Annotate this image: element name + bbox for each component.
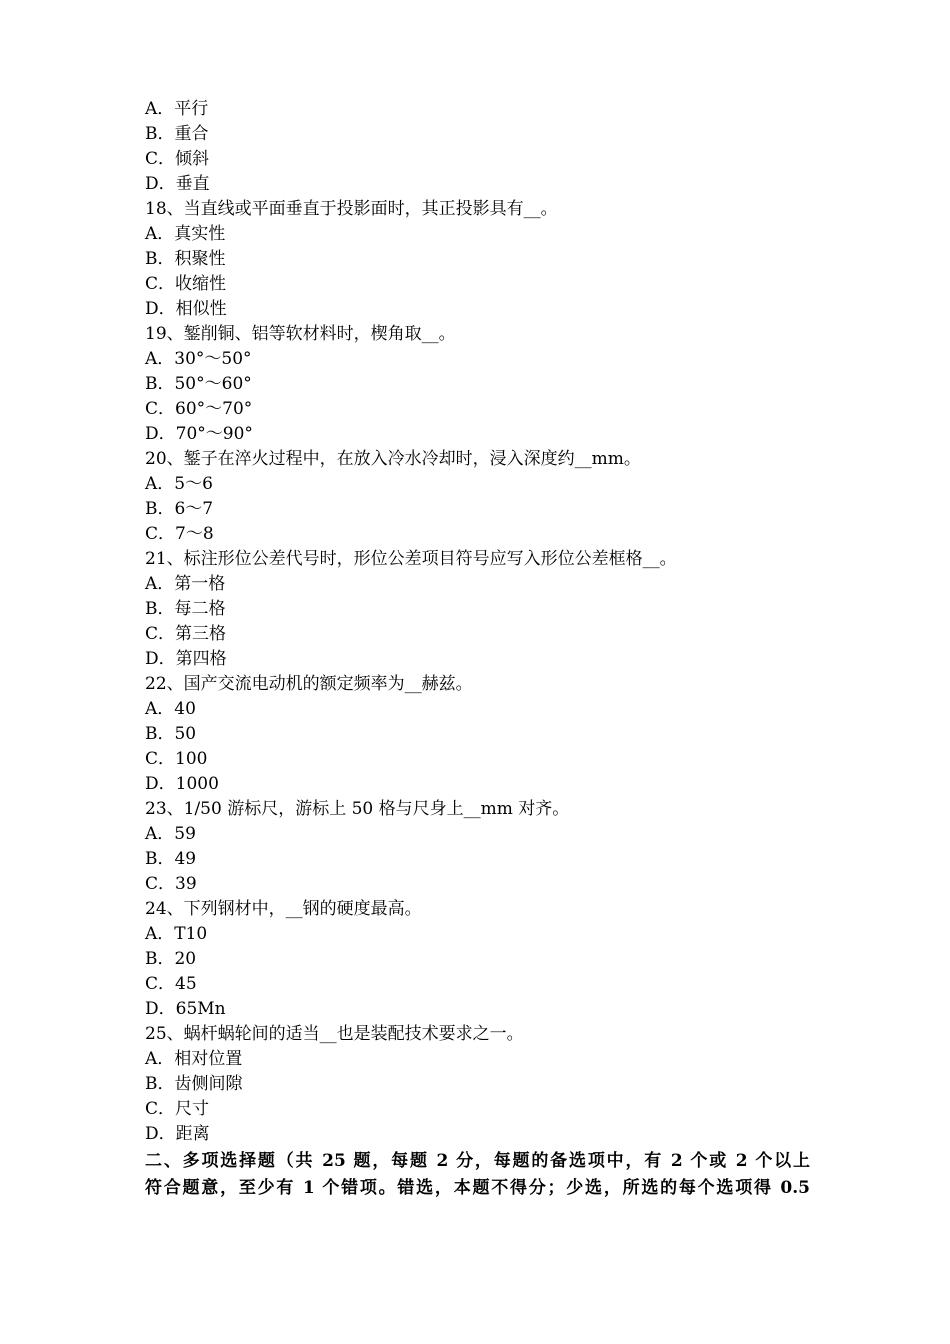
option-line: D．距离: [145, 1124, 210, 1144]
option-line: D．70°～90°: [145, 424, 253, 444]
option-line: B．积聚性: [145, 249, 226, 269]
option-line: D．1000: [145, 774, 219, 794]
question-19: 19、錾削铜、铝等软材料时，楔角取__。: [145, 324, 456, 344]
option-line: D．相似性: [145, 299, 227, 319]
question-20: 20、錾子在淬火过程中，在放入冷水冷却时，浸入深度约__mm。: [145, 449, 641, 469]
question-18: 18、当直线或平面垂直于投影面时，其正投影具有__。: [145, 199, 558, 219]
section-heading-line-1: 二、多项选择题（共 25 题，每题 2 分，每题的备选项中，有 2 个或 2 个以上: [145, 1151, 810, 1171]
option-line: A．平行: [145, 99, 209, 119]
option-line: A．30°～50°: [145, 349, 252, 369]
question-23: 23、1/50 游标尺，游标上 50 格与尺身上__mm 对齐。: [145, 799, 570, 819]
option-line: C．第三格: [145, 624, 227, 644]
option-line: B．6～7: [145, 499, 214, 519]
document-body: [145, 97, 810, 1201]
option-line: D．垂直: [145, 174, 210, 194]
option-line: C．尺寸: [145, 1099, 210, 1119]
section-heading-line-2: 符合题意，至少有 1 个错项。错选，本题不得分；少选，所选的每个选项得 0.5: [145, 1178, 810, 1198]
option-line: C．39: [145, 874, 197, 894]
question-22: 22、国产交流电动机的额定频率为__赫兹。: [145, 674, 473, 694]
option-line: C．倾斜: [145, 149, 210, 169]
question-25: 25、蜗杆蜗轮间的适当__也是装配技术要求之一。: [145, 1024, 524, 1044]
option-line: B．重合: [145, 124, 209, 144]
option-line: A．T10: [145, 924, 208, 944]
option-line: A．40: [145, 699, 196, 719]
option-line: C．7～8: [145, 524, 214, 544]
option-line: B．49: [145, 849, 197, 869]
option-line: C．100: [145, 749, 208, 769]
option-line: A．5～6: [145, 474, 213, 494]
option-line: D．第四格: [145, 649, 227, 669]
option-line: B．20: [145, 949, 197, 969]
option-line: B．50°～60°: [145, 374, 252, 394]
option-line: C．收缩性: [145, 274, 227, 294]
option-line: B．每二格: [145, 599, 226, 619]
option-line: D．65Mn: [145, 999, 226, 1019]
option-line: B．50: [145, 724, 197, 744]
option-line: A．59: [145, 824, 196, 844]
option-line: C．60°～70°: [145, 399, 253, 419]
option-line: A．相对位置: [145, 1049, 243, 1069]
option-line: C．45: [145, 974, 197, 994]
option-line: A．第一格: [145, 574, 226, 594]
question-24: 24、下列钢材中，__钢的硬度最高。: [145, 899, 422, 919]
option-line: B．齿侧间隙: [145, 1074, 243, 1094]
question-21: 21、标注形位公差代号时，形位公差项目符号应写入形位公差框格__。: [145, 549, 677, 569]
option-line: A．真实性: [145, 224, 226, 244]
